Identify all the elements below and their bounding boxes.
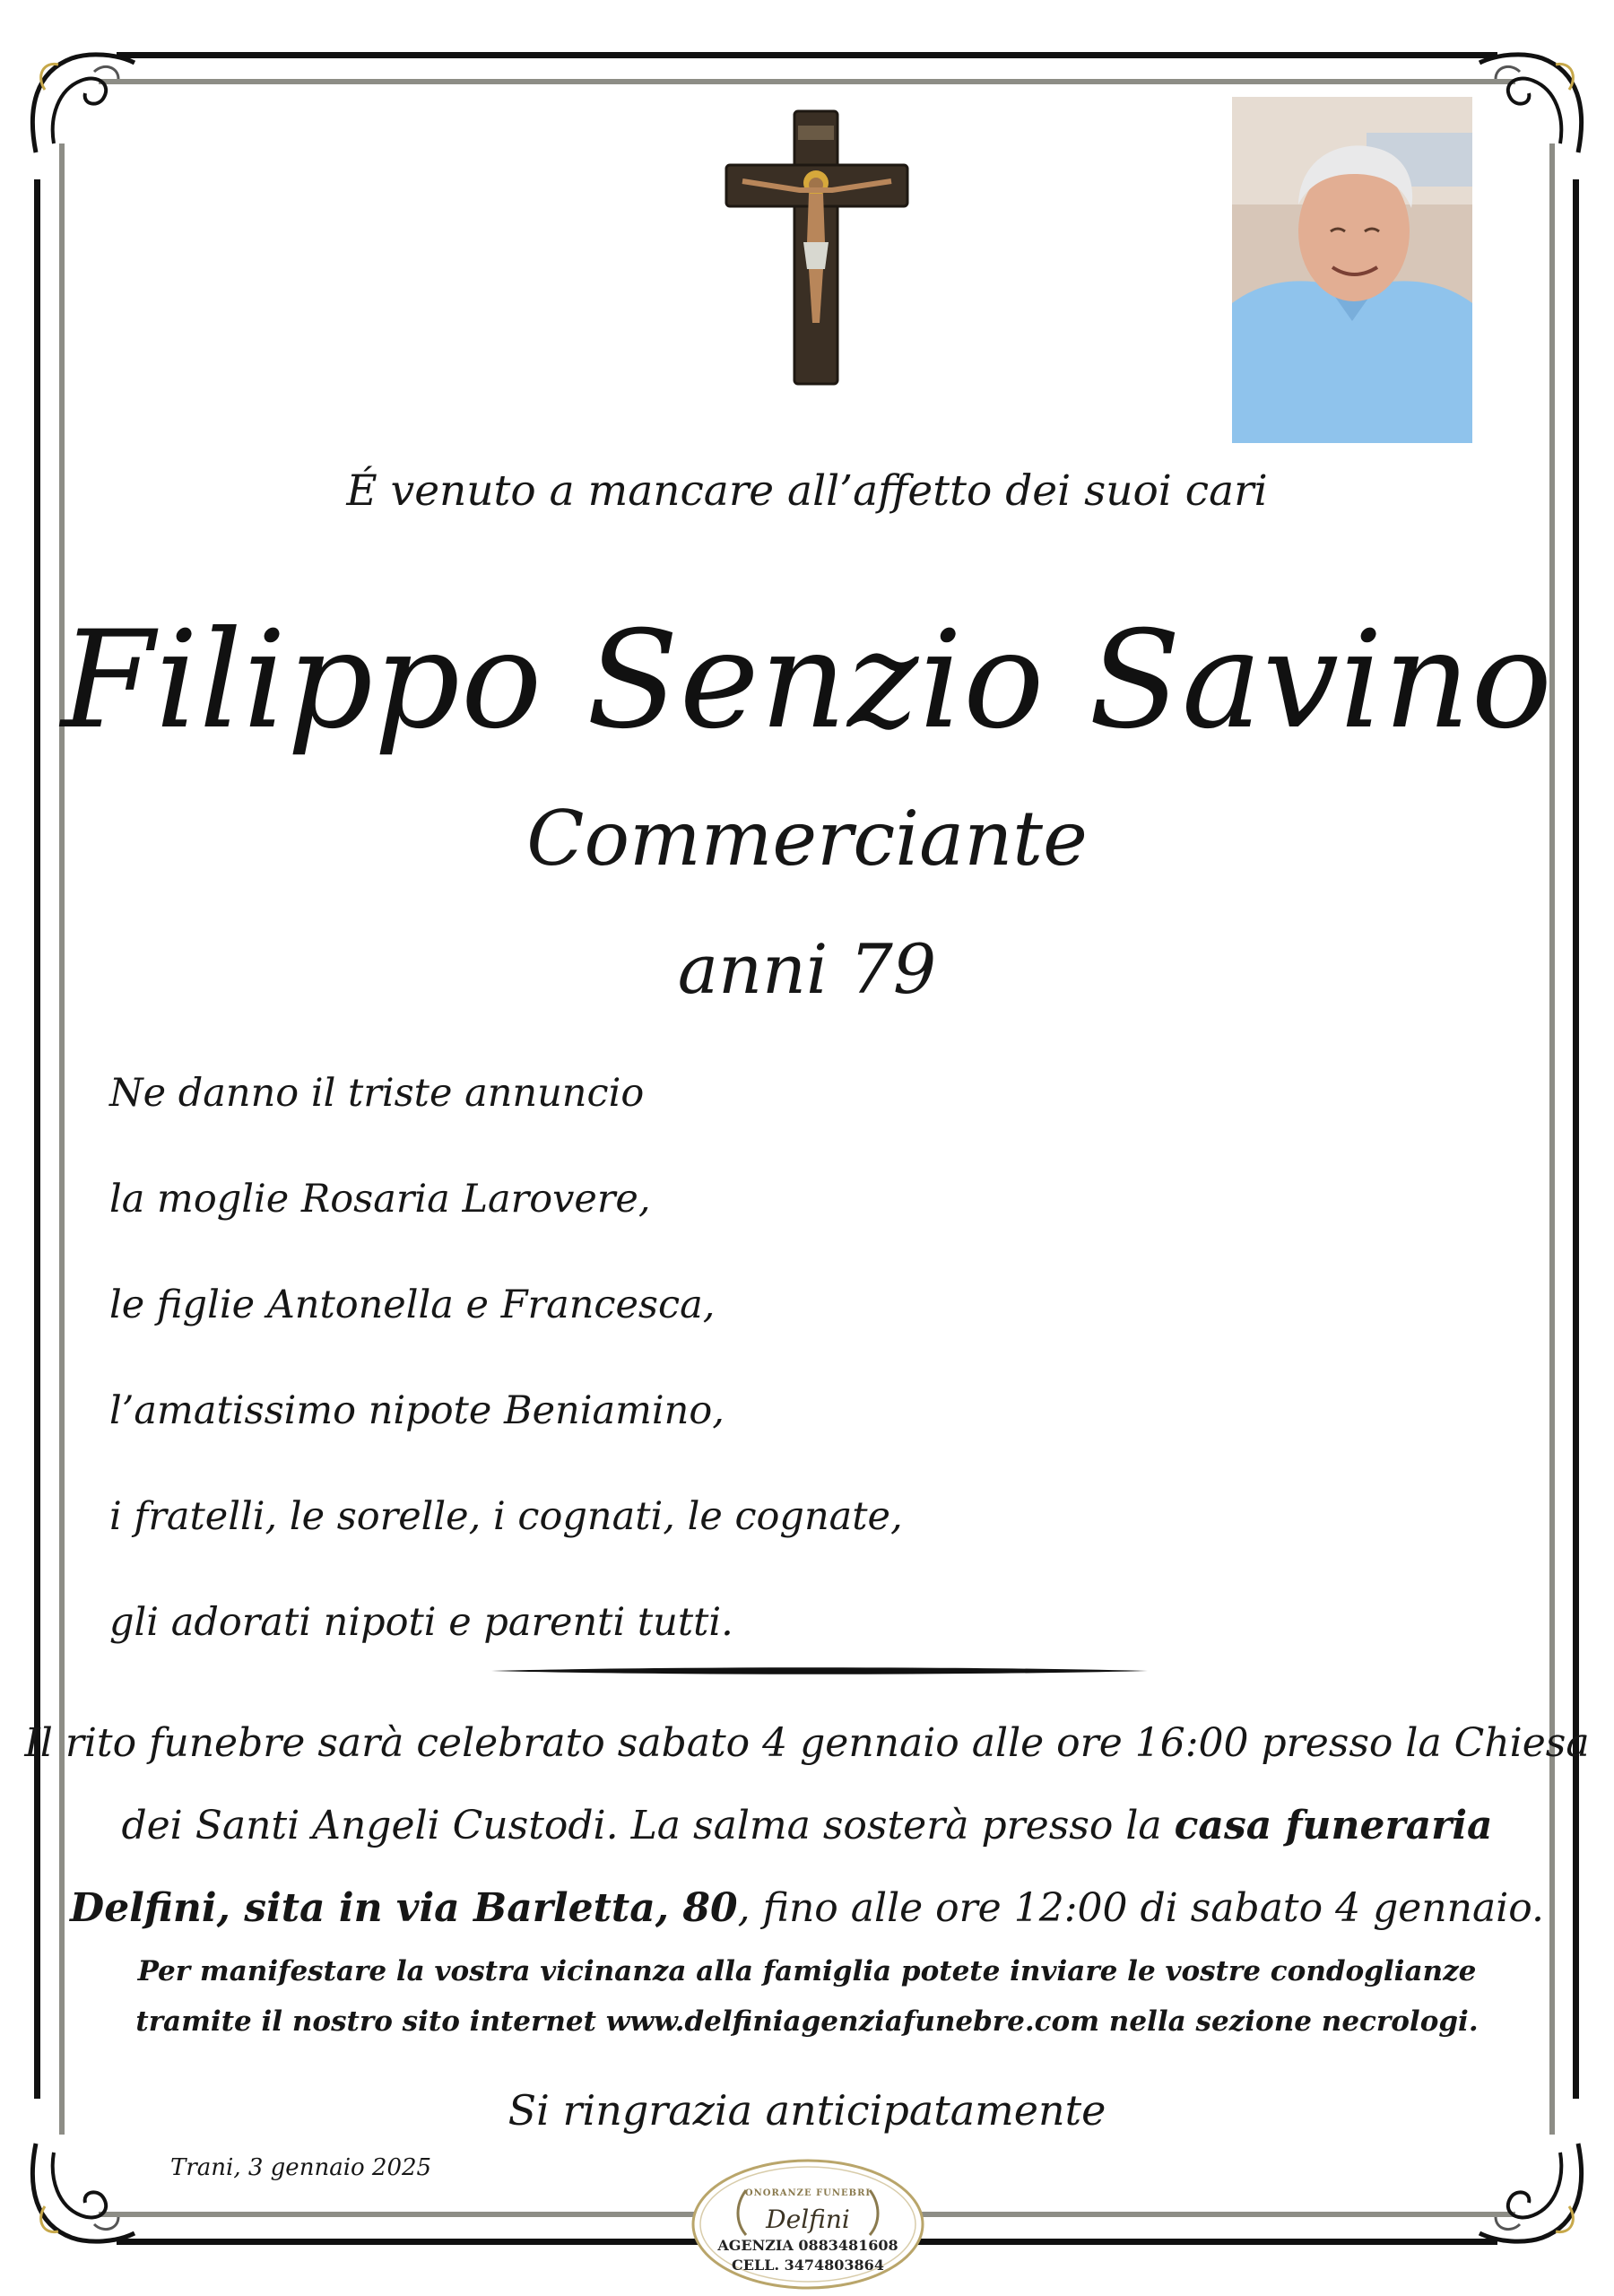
- agency-cell: CELL. 3474803864: [732, 2257, 884, 2274]
- family-line: l’amatissimo nipote Beniamino,: [109, 1388, 725, 1433]
- condolences-line-2: tramite il nostro sito internet www.delfiniagenziafunebre.com nella sezione necrologi.: [135, 2005, 1479, 2038]
- corner-ornament-icon: [1471, 36, 1596, 161]
- corner-ornament-icon: [1471, 2135, 1596, 2260]
- corner-ornament-icon: [18, 36, 143, 161]
- family-line: la moglie Rosaria Larovere,: [109, 1177, 651, 1222]
- rite-line-3: [0, 1885, 1614, 1931]
- corner-ornament-icon: [18, 2135, 143, 2260]
- portrait-photo: [1232, 97, 1472, 443]
- thanks-line: Si ringrazia anticipatamente: [508, 2086, 1106, 2135]
- place-date: Trani, 3 gennaio 2025: [170, 2154, 432, 2181]
- crucifix-icon: [723, 108, 911, 387]
- deceased-name: Filippo Senzio Savino: [61, 603, 1553, 759]
- rite-line-2-text: dei Santi Angeli Custodi. La salma sosterà presso la: [121, 1803, 1175, 1848]
- family-line: le figlie Antonella e Francesca,: [109, 1283, 716, 1327]
- agency-brand: ONORANZE FUNEBRI: [744, 2188, 872, 2198]
- family-line: Ne danno il triste annuncio: [109, 1071, 645, 1116]
- rite-line-3-text: , fino alle ore 12:00 di sabato 4 gennaio.: [737, 1885, 1544, 1931]
- family-line: i fratelli, le sorelle, i cognati, le cognate,: [109, 1494, 903, 1539]
- intro-line: É venuto a mancare all’affetto dei suoi cari: [346, 466, 1268, 516]
- age: anni 79: [677, 929, 937, 1009]
- family-line: gli adorati nipoti e parenti tutti.: [109, 1600, 733, 1645]
- rite-line-3-bold: Delfini, sita in via Barletta, 80: [70, 1885, 738, 1931]
- rite-line-1: Il rito funebre sarà celebrato sabato 4 gennaio alle ore 16:00 presso la Chiesa: [24, 1720, 1590, 1766]
- border-top-outer: [117, 52, 1497, 58]
- rite-line-2: [0, 1803, 1614, 1848]
- rite-line-2-bold: casa funeraria: [1174, 1803, 1493, 1848]
- profession: Commerciante: [526, 795, 1088, 883]
- agency-phone: AGENZIA 0883481608: [717, 2237, 898, 2254]
- border-top-inner: [99, 79, 1515, 84]
- divider: [491, 1666, 1148, 1675]
- condolences-line-1: Per manifestare la vostra vicinanza alla famiglia potete inviare le vostre condoglianze: [137, 1955, 1477, 1987]
- agency-name: Delfini: [766, 2205, 850, 2234]
